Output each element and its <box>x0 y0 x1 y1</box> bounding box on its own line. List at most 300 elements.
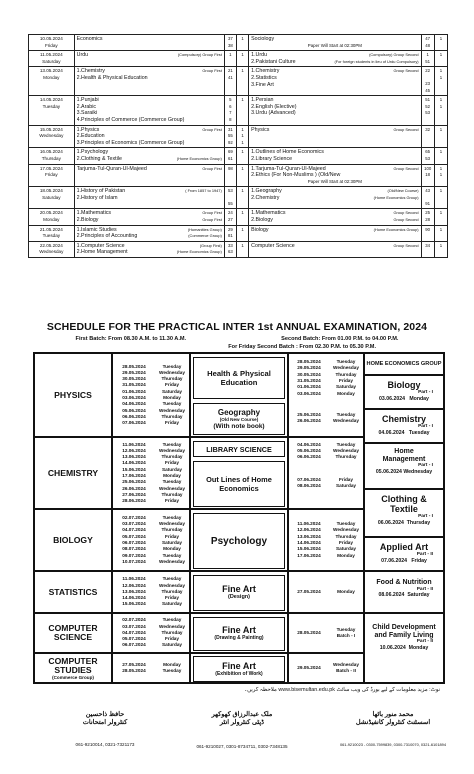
schedule-day: Friday <box>164 460 180 466</box>
he-item-date: 06.06.2024 <box>377 519 404 526</box>
middle-column-block-2 <box>190 437 288 509</box>
theory-subject: 1.Tarjuma-Tul-Quran-Ul-Majeed <box>251 165 326 172</box>
fine-art-drawing-date: 28.05.2024 <box>297 629 321 635</box>
fine-art-design-label: Fine Art <box>222 584 256 594</box>
theory-group: (Compulsory) Group Second <box>369 52 419 58</box>
theory-paper: 1 <box>439 149 443 155</box>
theory-paper: 1 <box>241 36 244 41</box>
theory-paper-cell <box>434 96 447 125</box>
theory-code: 43 <box>425 188 431 194</box>
schedule-date: 28.06.2024 <box>122 498 146 504</box>
schedule-day: Friday <box>338 378 354 383</box>
he-item-name: Biology <box>387 380 421 390</box>
schedule-day: Friday <box>164 420 180 426</box>
theory-subject: 1.Geography <box>251 188 282 195</box>
library-science-box: LIBRARY SCIENCE <box>193 441 285 457</box>
subject-biology: BIOLOGY <box>34 509 112 571</box>
schedule-day: Saturday <box>161 466 183 472</box>
he-item-part: Part - II <box>416 639 433 645</box>
schedule-date: 08.07.2024 <box>122 546 146 552</box>
theory-code: 27 <box>227 217 233 223</box>
theory-code-cell <box>421 148 434 164</box>
theory-first-group-cell <box>74 164 224 187</box>
theory-paper-cell <box>434 164 447 187</box>
theory-code: 63 <box>227 249 233 255</box>
theory-subject: 1.Physics <box>76 126 100 133</box>
theory-day: Wednesday <box>39 133 64 139</box>
theory-second-group-cell <box>249 67 421 96</box>
fine-art-drawing-day: Tuesday <box>336 626 356 632</box>
theory-group: (Old/New Course) <box>387 188 419 194</box>
theory-group: Group Second <box>393 68 419 74</box>
schedule-date: 03.07.2024 <box>122 521 146 527</box>
theory-row <box>29 125 448 148</box>
schedule-date: 28.05.2024 <box>122 363 146 369</box>
theory-paper: 1 <box>439 74 443 80</box>
schedule-date: 31.05.2024 <box>297 378 321 383</box>
he-item-day: Thursday <box>406 519 431 526</box>
schedule-date: 03.06.2024 <box>122 395 146 400</box>
he-item-date: 03.06.2024 <box>379 395 406 402</box>
theory-date: 10.05.2024 <box>39 36 63 41</box>
middle-column-block-6 <box>190 653 288 683</box>
theory-subject: 2.Chemistry <box>251 194 280 201</box>
theory-second-group-cell <box>249 209 421 225</box>
theory-paper-cell <box>434 67 447 96</box>
he-item-date: 05.06.2024 <box>375 468 402 475</box>
he-item-name: Food & Nutrition <box>376 579 432 586</box>
theory-code-cell <box>224 125 236 148</box>
he-item-date: 10.06.2024 <box>379 644 406 651</box>
outlines-box: Out Lines of Home Economics <box>193 461 285 507</box>
schedule-date: 27.05.2024 <box>122 661 146 667</box>
theory-subject: 3.Urdu (Advanced) <box>251 110 296 117</box>
theory-code: 29 <box>227 226 233 232</box>
theory-row <box>29 225 448 241</box>
schedule-date: 04.06.2024 <box>122 401 146 407</box>
schedule-day: Monday <box>163 395 181 400</box>
theory-subject: 2.Home Management <box>76 249 128 256</box>
schedule-day: Tuesday <box>162 514 182 520</box>
theory-paper: 1 <box>241 226 244 232</box>
theory-subject: 3.Fine Art <box>251 81 274 88</box>
schedule-day: Saturday <box>161 388 183 394</box>
theory-subject: 1.Chemistry <box>76 68 105 75</box>
theory-paper: 1 <box>241 52 244 58</box>
schedule-day: Tuesday <box>336 521 356 527</box>
geography-course: (Old New Course) <box>219 417 259 423</box>
theory-row <box>29 187 448 209</box>
theory-code: 41 <box>227 74 233 80</box>
theory-day: Monday <box>43 74 60 80</box>
theory-subject: 1.Mathematics <box>251 210 286 217</box>
computer-studies-label: COMPUTER STUDIES <box>48 655 98 675</box>
schedule-day: Thursday <box>335 533 357 539</box>
theory-row <box>29 164 448 187</box>
theory-subject: 2.English (Elective) <box>251 103 297 110</box>
signature-phone: 061-9210027, 0301-8734711, 0302-7348135 <box>196 744 288 749</box>
schedule-day: Wednesday <box>333 527 359 533</box>
physics-dates-cell <box>112 353 190 437</box>
schedule-day: Friday <box>164 533 180 539</box>
theory-date-cell <box>29 35 75 51</box>
theory-code-cell <box>224 241 236 257</box>
schedule-date: 11.06.2024 <box>297 521 321 527</box>
theory-date: 16.05.2024 <box>39 149 63 155</box>
schedule-day: Saturday <box>335 546 357 552</box>
schedule-date: 14.06.2024 <box>122 595 146 601</box>
chemistry-dates-cell <box>112 437 190 509</box>
theory-group: (Home Economics Group) <box>176 155 222 161</box>
schedule-day: Thursday <box>161 629 183 635</box>
theory-code-cell <box>421 51 434 67</box>
he-item-name: Child Development and Family Living <box>372 624 436 639</box>
signature-deputy-controller <box>172 710 312 749</box>
middle-dates-block-6 <box>288 653 364 683</box>
fine-art-drawing-batch: Batch - I <box>336 633 356 638</box>
schedule-date: 11.06.2024 <box>122 576 146 582</box>
schedule-date: 02.07.2024 <box>122 514 146 520</box>
theory-first-group-cell <box>74 187 224 209</box>
schedule-day: Wednesday <box>333 418 359 423</box>
schedule-date: 01.06.2024 <box>297 384 321 390</box>
theory-code: 61 <box>227 155 233 161</box>
schedule-date: 09.07.2024 <box>122 552 146 558</box>
theory-paper: 1 <box>439 165 443 171</box>
theory-subject: Computer Science <box>251 242 295 249</box>
theory-code: 90 <box>425 226 431 232</box>
theory-row <box>29 96 448 125</box>
theory-row <box>29 241 448 257</box>
middle-column-block-1 <box>190 353 288 437</box>
theory-day: Thursday <box>41 155 61 161</box>
theory-paper-cell <box>236 225 248 241</box>
theory-subject: 2.Statistics <box>251 74 277 81</box>
theory-code-cell <box>224 35 236 51</box>
second-batch-time: Second Batch: From 01.00 P.M. to 04.00 P.M. <box>281 336 399 342</box>
theory-subject: Economics <box>76 36 103 42</box>
signature-name: ملک عبدالرزاق کھوکھر <box>211 711 273 718</box>
theory-code: 6 <box>229 103 232 109</box>
theory-paper: 1 <box>439 188 443 194</box>
schedule-day: Monday <box>163 661 181 667</box>
signature-phone: 061-9210023 - 0300-7599839, 0300-7310070, 0321-6101894 <box>339 742 446 747</box>
schedule-date: 29.05.2024 <box>297 365 321 371</box>
theory-code: 31 <box>227 126 233 132</box>
theory-first-group-cell <box>74 241 224 257</box>
signature-title: اسسٹنٹ کنٹرولر کانفیڈنشل <box>355 719 431 726</box>
theory-paper-cell <box>236 67 248 96</box>
schedule-date: 14.06.2024 <box>297 540 321 545</box>
theory-date-cell <box>29 187 75 209</box>
fine-art-drawing-label: Fine Art <box>222 625 256 635</box>
friday-batch-time: For Friday Second Batch : From 02.30 P.M. to 05.30 P.M. <box>228 344 376 350</box>
theory-code: 53 <box>227 188 233 194</box>
theory-code-cell <box>421 96 434 125</box>
signature-name: حافظ ذاحسین <box>85 711 125 718</box>
schedule-day: Wednesday <box>159 485 185 491</box>
middle-column-block-5 <box>190 613 288 653</box>
theory-date-cell <box>29 96 75 125</box>
schedule-day: Monday <box>163 546 181 552</box>
fine-art-design-box <box>193 575 285 611</box>
theory-code: 21 <box>227 68 233 74</box>
schedule-date: 10.07.2024 <box>122 558 146 564</box>
theory-code: 81 <box>227 233 233 239</box>
schedule-date: 29.05.2024 <box>122 369 146 375</box>
theory-paper-cell <box>434 125 447 148</box>
theory-paper: 1 <box>439 226 443 232</box>
theory-subject: 1.Persian <box>251 97 274 104</box>
schedule-date: 12.06.2024 <box>122 582 146 588</box>
theory-date: 21.05.2024 <box>39 226 63 232</box>
theory-code: 92 <box>227 139 233 145</box>
theory-group: (Compulsory) Group First <box>177 52 222 58</box>
theory-date: 11.05.2024 <box>39 52 63 58</box>
theory-code: 37 <box>227 36 233 41</box>
schedule-date: 03.06.2024 <box>297 390 321 396</box>
schedule-day: Tuesday <box>162 576 182 582</box>
theory-paper-cell <box>434 225 447 241</box>
schedule-date: 06.06.2024 <box>297 454 321 460</box>
theory-date: 20.05.2024 <box>39 210 63 216</box>
theory-code-cell <box>421 225 434 241</box>
schedule-date: 05.07.2024 <box>122 636 146 642</box>
schedule-date: 08.06.2024 <box>297 483 321 488</box>
fine-art-design-sub: (Design) <box>228 594 250 600</box>
schedule-day: Tuesday <box>162 617 182 623</box>
theory-code: 8 <box>229 116 232 122</box>
theory-date: 14.05.2024 <box>39 97 63 103</box>
theory-code: 45 <box>425 87 431 93</box>
theory-schedule-table <box>28 34 448 258</box>
subject-computer-science: COMPUTER SCIENCE <box>34 613 112 653</box>
schedule-date: 15.06.2024 <box>122 601 146 607</box>
theory-subject: Physics <box>251 126 270 133</box>
theory-code: 53 <box>425 110 431 116</box>
theory-subject: 2.Biology <box>76 217 99 224</box>
theory-paper-cell <box>236 241 248 257</box>
theory-paper: 1 <box>439 103 443 109</box>
theory-subject: 1.History of Pakistan <box>76 188 126 195</box>
theory-code-cell <box>224 96 236 125</box>
schedule-day: Friday <box>338 540 354 545</box>
home-economics-title: HOME ECONOMICS GROUP <box>364 353 444 375</box>
fine-art-drawing-sub: (Drawing & Painting) <box>214 635 264 641</box>
theory-code: 1 <box>426 52 429 58</box>
middle-dates-block-4 <box>288 571 364 613</box>
schedule-day: Wednesday <box>159 447 185 453</box>
theory-paper: 1 <box>241 149 244 155</box>
theory-code-cell <box>224 187 236 209</box>
schedule-day: Wednesday <box>333 365 359 371</box>
middle-column-block-3 <box>190 509 288 571</box>
theory-subject: 1.Chemistry <box>251 68 280 75</box>
schedule-day: Thursday <box>161 454 183 460</box>
schedule-day: Wednesday <box>159 623 185 629</box>
theory-group: Group Second <box>393 242 419 248</box>
theory-subject: 1.Computer Science <box>76 242 125 249</box>
signature-title: کنٹرولر امتحانات <box>82 719 128 726</box>
schedule-date: 31.05.2024 <box>122 382 146 388</box>
schedule-day: Monday <box>163 473 181 478</box>
he-item-part: Part - II <box>416 586 433 592</box>
theory-group: (Humanities Group) <box>187 226 222 232</box>
theory-day: Friday <box>44 172 58 178</box>
theory-first-group-cell <box>74 96 224 125</box>
theory-paper-cell <box>236 164 248 187</box>
schedule-day: Tuesday <box>336 359 356 365</box>
theory-code: 51 <box>425 97 431 103</box>
theory-code-cell <box>421 35 434 51</box>
he-item-date: 04.06.2024 <box>378 429 405 436</box>
schedule-date: 13.06.2024 <box>122 454 146 460</box>
theory-subject: Urdu <box>76 52 89 59</box>
theory-group: Group First <box>202 165 222 171</box>
schedule-day: Friday <box>164 595 180 601</box>
theory-group: (Home Economics Group) <box>373 226 419 232</box>
theory-first-group-cell <box>74 51 224 67</box>
theory-code: 53 <box>425 155 431 161</box>
signature-assistant-controller <box>318 710 468 747</box>
theory-first-group-cell <box>74 209 224 225</box>
theory-second-group-cell <box>249 51 421 67</box>
theory-paper: 1 <box>241 68 244 74</box>
theory-date: 22.05.2024 <box>39 242 63 248</box>
he-item-name: Clothing & Textile <box>381 494 427 514</box>
theory-group: ( From 1857 to 1947) <box>185 188 222 194</box>
theory-day: Wednesday <box>39 249 64 255</box>
schedule-date: 17.06.2024 <box>297 552 321 558</box>
theory-time-note: Paper Will Start at 02:30PM <box>307 178 362 184</box>
theory-paper: 1 <box>241 133 244 139</box>
he-item-chemistry <box>364 409 444 443</box>
theory-paper: 1 <box>439 36 443 41</box>
theory-subject: 2.History of Islam <box>76 194 118 201</box>
schedule-date: 14.06.2024 <box>122 460 146 466</box>
he-item-clothing <box>364 489 444 537</box>
theory-subject: 2.Health & Physical Education <box>76 74 148 81</box>
theory-row <box>29 209 448 225</box>
theory-paper-cell <box>434 148 447 164</box>
subject-computer-studies <box>34 653 112 683</box>
schedule-day: Thursday <box>335 454 357 460</box>
signature-phone: 061-9210014, 0321-7321173 <box>75 742 135 747</box>
signature-title: ڈپٹی کنٹرولر انٹر <box>219 719 265 726</box>
subject-physics: PHYSICS <box>34 353 112 437</box>
theory-code-cell <box>421 125 434 148</box>
schedule-day: Wednesday <box>159 369 185 375</box>
theory-code: 55 <box>227 200 233 206</box>
middle-dates-block-2 <box>288 437 364 509</box>
theory-code: 48 <box>425 42 431 48</box>
theory-date: 17.05.2024 <box>39 165 63 171</box>
schedule-date: 03.07.2024 <box>122 623 146 629</box>
theory-second-group-cell <box>249 96 421 125</box>
signature-name: محمد منور باٹھا <box>372 711 414 718</box>
theory-code: 33 <box>227 242 233 248</box>
he-item-part: Part - II <box>416 552 433 557</box>
theory-paper: 1 <box>439 242 443 248</box>
theory-first-group-cell <box>74 125 224 148</box>
fine-art-exhibition-sub: (Exhibition of Work) <box>215 670 263 677</box>
subject-chemistry: CHEMISTRY <box>34 437 112 509</box>
schedule-day: Wednesday <box>333 447 359 453</box>
theory-subject: 3.Saraiki <box>76 110 98 117</box>
practical-schedule-title: SCHEDULE FOR THE PRACTICAL INTER 1st ANNUAL EXAMINATION, 2024 <box>46 321 428 333</box>
theory-paper-cell <box>434 187 447 209</box>
theory-code-cell <box>224 148 236 164</box>
theory-subject: 2.Clothing & Textile <box>76 155 122 162</box>
first-batch-time: First Batch: From 08.30 A.M. to 11.30 A.M. <box>75 336 187 342</box>
theory-code: 22 <box>425 68 431 74</box>
theory-code: 38 <box>227 42 233 48</box>
theory-code: 34 <box>425 242 431 248</box>
theory-subject: 1.Urdu <box>251 52 268 59</box>
schedule-date: 15.06.2024 <box>122 466 146 472</box>
theory-paper: 1 <box>241 97 244 103</box>
theory-subject: 1.Islamic Studies <box>76 226 117 233</box>
theory-day: Saturday <box>42 58 61 64</box>
theory-paper-cell <box>236 35 248 51</box>
theory-paper: 1 <box>439 126 443 132</box>
theory-first-group-cell <box>74 225 224 241</box>
psychology-box: Psychology <box>193 513 285 569</box>
theory-subject: 2.Library Science <box>251 155 293 162</box>
theory-paper: 1 <box>439 172 443 178</box>
theory-code: 7 <box>229 110 232 116</box>
schedule-date: 28.05.2024 <box>297 359 321 365</box>
theory-paper: 1 <box>241 165 244 171</box>
theory-day: Tuesday <box>42 233 61 239</box>
statistics-dates-cell <box>112 571 190 613</box>
theory-code-cell <box>421 241 434 257</box>
theory-group: (For foreign students in lieu of Urdu Compulsory) <box>334 58 419 64</box>
theory-subject: Tarjuma-Tul-Quran-Ul-Majeed <box>76 165 147 172</box>
theory-code: 18 <box>425 172 431 178</box>
he-item-day: Monday <box>408 644 429 651</box>
theory-paper-cell <box>434 241 447 257</box>
theory-code: 25 <box>425 210 431 216</box>
he-item-part: Part - I <box>418 514 433 519</box>
theory-second-group-cell <box>249 35 421 51</box>
schedule-date: 13.06.2024 <box>297 533 321 539</box>
schedule-day: Monday <box>337 390 355 396</box>
schedule-day: Wednesday <box>159 582 185 588</box>
theory-group: Group Second <box>393 165 419 171</box>
schedule-date: 17.06.2024 <box>122 473 146 478</box>
theory-code: 1 <box>229 52 232 58</box>
theory-date: 13.05.2024 <box>39 68 63 74</box>
schedule-date: 06.07.2024 <box>122 642 146 648</box>
schedule-date: 07.06.2024 <box>122 420 146 426</box>
schedule-date: 05.07.2024 <box>122 533 146 539</box>
theory-code-cell <box>421 187 434 209</box>
theory-paper: 1 <box>241 242 244 248</box>
fine-art-exhibition-date: 29.05.2024 <box>297 664 321 670</box>
theory-group: (Group First) <box>199 242 222 248</box>
theory-date-cell <box>29 51 75 67</box>
theory-paper: 1 <box>439 97 443 103</box>
theory-subject: Sociology <box>251 36 275 42</box>
theory-code: 23 <box>425 80 431 86</box>
schedule-day: Tuesday <box>336 411 356 417</box>
theory-row <box>29 148 448 164</box>
theory-day: Saturday <box>42 194 61 200</box>
theory-subject: 2.Education <box>76 133 105 140</box>
he-item-day: Saturday <box>407 592 430 599</box>
theory-code: 65 <box>425 149 431 155</box>
